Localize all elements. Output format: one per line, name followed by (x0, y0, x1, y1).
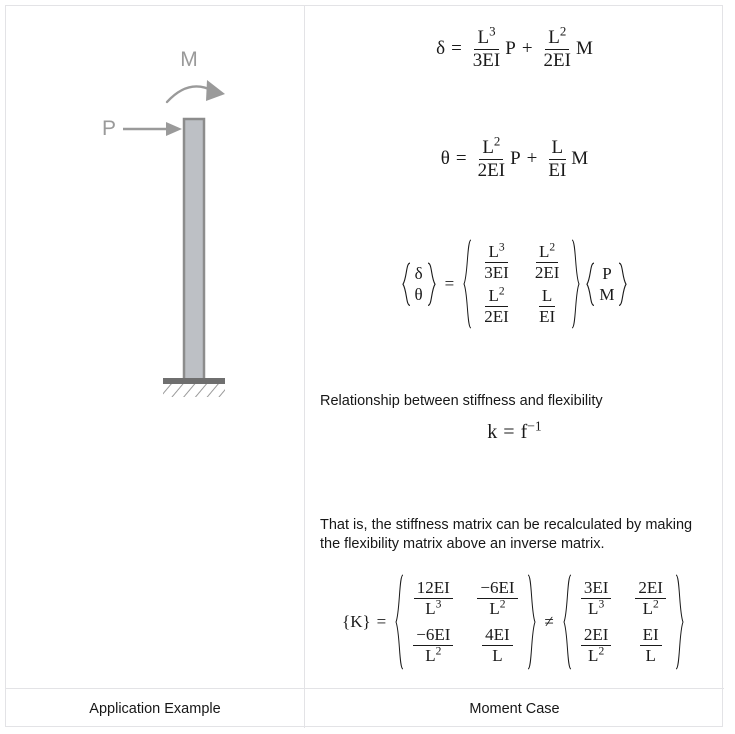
moment-case-panel (305, 6, 724, 688)
stiffness-matrix-symbol: {K} (342, 612, 371, 631)
force-arrowhead (166, 122, 182, 136)
column-member (184, 119, 204, 381)
equation-k-inverse: k = $f^{-1}$ (487, 418, 542, 443)
equation-stiffness-comparison: {K} = $\frac{12EI}{L^3}$ $\frac{-6EI}{L^2}$ $\frac{-6EI}{L^2}$ $\frac{4EI}{L}$ ≠ $\frac{3EI}{L^3}$ $\frac{2EI}{L^2}$ $\frac{2EI}{L^2}$ $\frac{EI}{L}$ (305, 574, 724, 670)
force-label: P (101, 117, 117, 140)
application-example-panel (6, 6, 304, 688)
ground-hatching (163, 384, 225, 397)
base-plate (163, 378, 225, 384)
flexibility-matrix: $\frac{L^3}{3EI}$ $\frac{L^2}{2EI}$ $\frac{L^2}{2EI}$ $\frac{L}{EI}$ (462, 239, 581, 329)
equation-delta: δ = $\frac{L^3}{3EI}$ P + $\frac{L^2}{2EI}$ M (436, 23, 593, 71)
stiffness-matrix-incorrect: $\frac{3EI}{L^3}$ $\frac{2EI}{L^2}$ $\frac{2EI}{L^2}$ $\frac{EI}{L}$ (562, 574, 685, 670)
cantilever-diagram (6, 6, 304, 688)
caption-moment-case: Moment Case (469, 700, 560, 717)
equation-flexibility-matrix: δ θ = $\frac{L^3}{3EI}$ $\frac{L^2}{2EI}$ $\frac{L^2}{2EI}$ $\frac{L}{EI}$ P M (305, 239, 724, 329)
not-equal-sign: ≠ (544, 612, 554, 631)
moment-arrowhead (206, 80, 225, 101)
equation-theta: θ = $\frac{L^2}{2EI}$ P + $\frac{L}{EI}$ M (440, 133, 589, 181)
inverse-matrix-note: That is, the stiffness matrix can be recalculated by making the flexibility matrix above an inverse matrix. (320, 517, 693, 552)
moment-label: M (180, 48, 198, 71)
stiffness-matrix-correct: $\frac{12EI}{L^3}$ $\frac{-6EI}{L^2}$ $\frac{-6EI}{L^2}$ $\frac{4EI}{L}$ (394, 574, 536, 670)
displacement-vector: δ θ (401, 262, 437, 307)
stiffness-flexibility-note: Relationship between stiffness and flexibility (320, 393, 603, 409)
figure-table (5, 5, 723, 727)
load-vector: P M (585, 262, 628, 307)
caption-application-example: Application Example (89, 700, 221, 717)
